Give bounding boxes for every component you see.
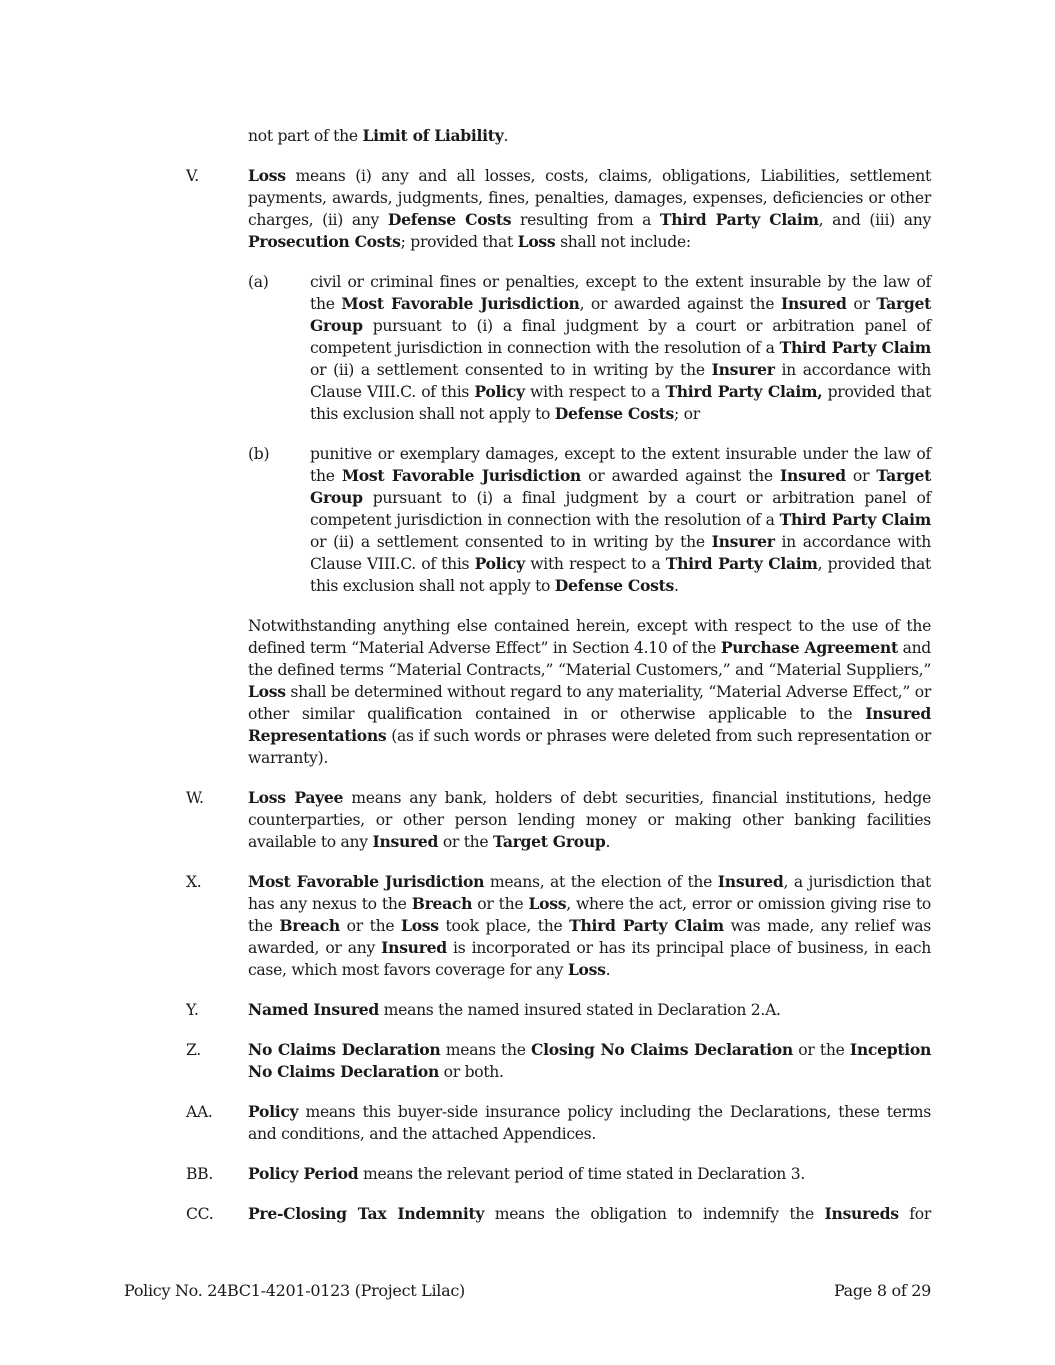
text-run: means the named insured stated in Declaration 2.A. <box>379 1001 781 1019</box>
defined-term: Third Party Claim <box>659 210 819 229</box>
definition-no-claims-declaration <box>0 1039 931 1083</box>
text-run: or (ii) a settlement consented to in writing by the <box>310 533 712 551</box>
text-run: means (i) any and all losses, costs, claims, obligations, Liabilities, settlement payments, awards, judgments, fines, penalties, damages, expenses, deficiencies or other charges, (ii) any <box>248 167 931 229</box>
defined-term: Loss <box>528 894 567 913</box>
defined-term: Third Party Claim <box>665 554 818 573</box>
defined-term: Policy <box>248 1102 299 1121</box>
defined-term: Target Group <box>310 294 932 335</box>
definition-policy-period <box>0 1163 931 1185</box>
defined-term: Closing No Claims Declaration <box>531 1040 793 1059</box>
defined-term: Insured <box>717 872 784 891</box>
defined-term: Limit of Liability <box>362 126 504 145</box>
item-label: W. <box>186 789 204 807</box>
text-run: means, at the election of the <box>484 873 718 891</box>
text-run: ; provided that <box>400 233 518 251</box>
defined-term: Insurer <box>711 360 775 379</box>
text-run: , provided that this exclusion shall not apply to <box>310 555 932 595</box>
defined-term: Loss <box>567 960 606 979</box>
defined-term: Third Party Claim <box>779 338 931 357</box>
text-run: . <box>605 833 611 851</box>
text-run: pursuant to (i) a final judgment by a court or arbitration panel of competent jurisdiction in connection with the resolution of a <box>310 489 931 529</box>
defined-term: Insurer <box>711 532 775 551</box>
text-run: resulting from a <box>511 211 660 229</box>
policy-number: Policy No. 24BC1-4201-0123 (Project Lilac) <box>124 1281 465 1300</box>
defined-term: Loss <box>248 166 286 185</box>
defined-term: Defense Costs <box>554 404 674 423</box>
definition-pre-closing-tax-indemnity <box>0 1203 931 1225</box>
item-label: X. <box>186 873 202 891</box>
text-run: means this buyer-side insurance policy including the Declarations, these terms and conditions, and the attached Appendices. <box>248 1103 931 1143</box>
text-run: not part of the <box>248 127 363 145</box>
defined-term: Breach <box>411 894 473 913</box>
text-run: provided that this exclusion shall not apply to <box>310 383 932 423</box>
definition-policy <box>0 1101 931 1145</box>
text-run: , a jurisdiction that has any nexus to the <box>248 873 931 913</box>
item-label: Z. <box>186 1041 201 1059</box>
text-run: civil or criminal fines or penalties, except to the extent insurable by the law of the <box>310 273 931 313</box>
defined-term: Most Favorable Jurisdiction <box>341 466 581 485</box>
defined-term: Insured <box>780 294 847 313</box>
text-run: , where the act, error or omission giving rise to the <box>248 895 931 935</box>
text-run: means any bank, holders of debt securities, financial institutions, hedge counterparties, or other person lending money or making other banking facilities available to any <box>248 789 931 851</box>
text-run: for <box>898 1205 931 1223</box>
defined-term: Breach <box>279 916 340 935</box>
text-run: . <box>674 577 679 595</box>
text-run: , or awarded against the <box>579 295 781 313</box>
defined-term: Insureds <box>824 1204 899 1223</box>
defined-term: Third Party Claim <box>779 510 931 529</box>
item-label: Y. <box>186 1001 199 1019</box>
subitem-a-fines <box>0 271 931 425</box>
defined-term: Inception No Claims Declaration <box>248 1040 932 1081</box>
defined-term: Target Group <box>493 832 606 851</box>
text-run: in accordance with Clause VIII.C. of this <box>310 361 931 401</box>
defined-term: Purchase Agreement <box>720 638 898 657</box>
defined-term: No Claims Declaration <box>248 1040 441 1059</box>
defined-term: Insured <box>381 938 447 957</box>
text-run: with respect to a <box>524 383 666 401</box>
text-run: punitive or exemplary damages, except to the extent insurable under the law of the <box>310 445 931 485</box>
definition-named-insured <box>0 999 931 1021</box>
item-label: V. <box>186 167 199 185</box>
defined-term: Defense Costs <box>387 210 512 229</box>
definitions-body <box>0 125 1055 1243</box>
text-run: in accordance with Clause VIII.C. of this <box>310 533 931 573</box>
defined-term: Insured Representations <box>248 704 931 745</box>
notwithstanding-paragraph <box>0 615 931 769</box>
defined-term: Loss <box>401 916 439 935</box>
text-run: or the <box>472 895 529 913</box>
text-run: means the obligation to indemnify the <box>484 1205 825 1223</box>
definition-most-favorable-jurisdiction <box>0 871 931 981</box>
text-run: or <box>846 295 877 313</box>
text-run: was made, any relief was awarded, or any <box>248 917 931 957</box>
definition-loss-payee <box>0 787 931 853</box>
defined-term: Policy Period <box>248 1164 359 1183</box>
text-run: ; or <box>674 405 700 423</box>
defined-term: Loss Payee <box>248 788 344 807</box>
text-run: Notwithstanding anything else contained herein, except with respect to the use of the defined term “Material Adverse Effect” in Section 4.10 of the <box>248 617 931 657</box>
text-run: with respect to a <box>524 555 666 573</box>
defined-term: Prosecution Costs <box>248 232 401 251</box>
text-run: . <box>605 961 611 979</box>
text-run: is incorporated or has its principal place of business, in each case, which most favors coverage for any <box>248 939 931 979</box>
defined-term: Defense Costs <box>554 576 674 595</box>
text-run: (as if such words or phrases were deleted from such representation or warranty). <box>248 727 931 767</box>
page-number: Page 8 of 29 <box>833 1281 931 1300</box>
defined-term: Third Party Claim <box>569 916 724 935</box>
subitem-label: (a) <box>248 273 269 291</box>
defined-term: Insured <box>372 832 439 851</box>
defined-term: Pre-Closing Tax Indemnity <box>248 1204 485 1223</box>
continuation-line <box>0 125 931 147</box>
defined-term: Most Favorable Jurisdiction <box>341 294 580 313</box>
text-run: or (ii) a settlement consented to in writing by the <box>310 361 712 379</box>
text-run: or awarded against the <box>580 467 781 485</box>
defined-term: Named Insured <box>248 1000 379 1019</box>
text-run: means the relevant period of time stated in Declaration 3. <box>358 1165 805 1183</box>
text-run: means the <box>440 1041 532 1059</box>
defined-term: Target Group <box>310 466 932 507</box>
text-run: pursuant to (i) a final judgment by a court or arbitration panel of competent jurisdiction in connection with the resolution of a <box>310 317 931 357</box>
text-run: shall be determined without regard to any materiality, “Material Adverse Effect,” or other similar qualification contained in or otherwise applicable to the <box>248 683 931 723</box>
text-run: and the defined terms “Material Contracts,” “Material Customers,” and “Material Suppliers,” <box>248 639 931 679</box>
defined-term: Policy <box>474 382 525 401</box>
defined-term: Loss <box>248 682 286 701</box>
subitem-b-punitive <box>0 443 931 597</box>
text-run: shall not include: <box>555 233 691 251</box>
defined-term: Most Favorable Jurisdiction <box>248 872 485 891</box>
defined-term: Policy <box>474 554 525 573</box>
text-run: or the <box>339 917 402 935</box>
text-run: or the <box>438 833 494 851</box>
item-label: AA. <box>186 1103 213 1121</box>
defined-term: Third Party Claim, <box>665 382 823 401</box>
definition-loss <box>0 165 931 253</box>
text-run: . <box>503 127 509 145</box>
text-run: or <box>845 467 877 485</box>
item-label: BB. <box>186 1165 213 1183</box>
text-run: , and (iii) any <box>818 211 932 229</box>
text-run: took place, the <box>438 917 570 935</box>
defined-term: Loss <box>517 232 556 251</box>
text-run: or the <box>792 1041 850 1059</box>
defined-term: Insured <box>780 466 846 485</box>
text-run: or both. <box>439 1063 504 1081</box>
item-label: CC. <box>186 1205 214 1223</box>
subitem-label: (b) <box>248 445 270 463</box>
